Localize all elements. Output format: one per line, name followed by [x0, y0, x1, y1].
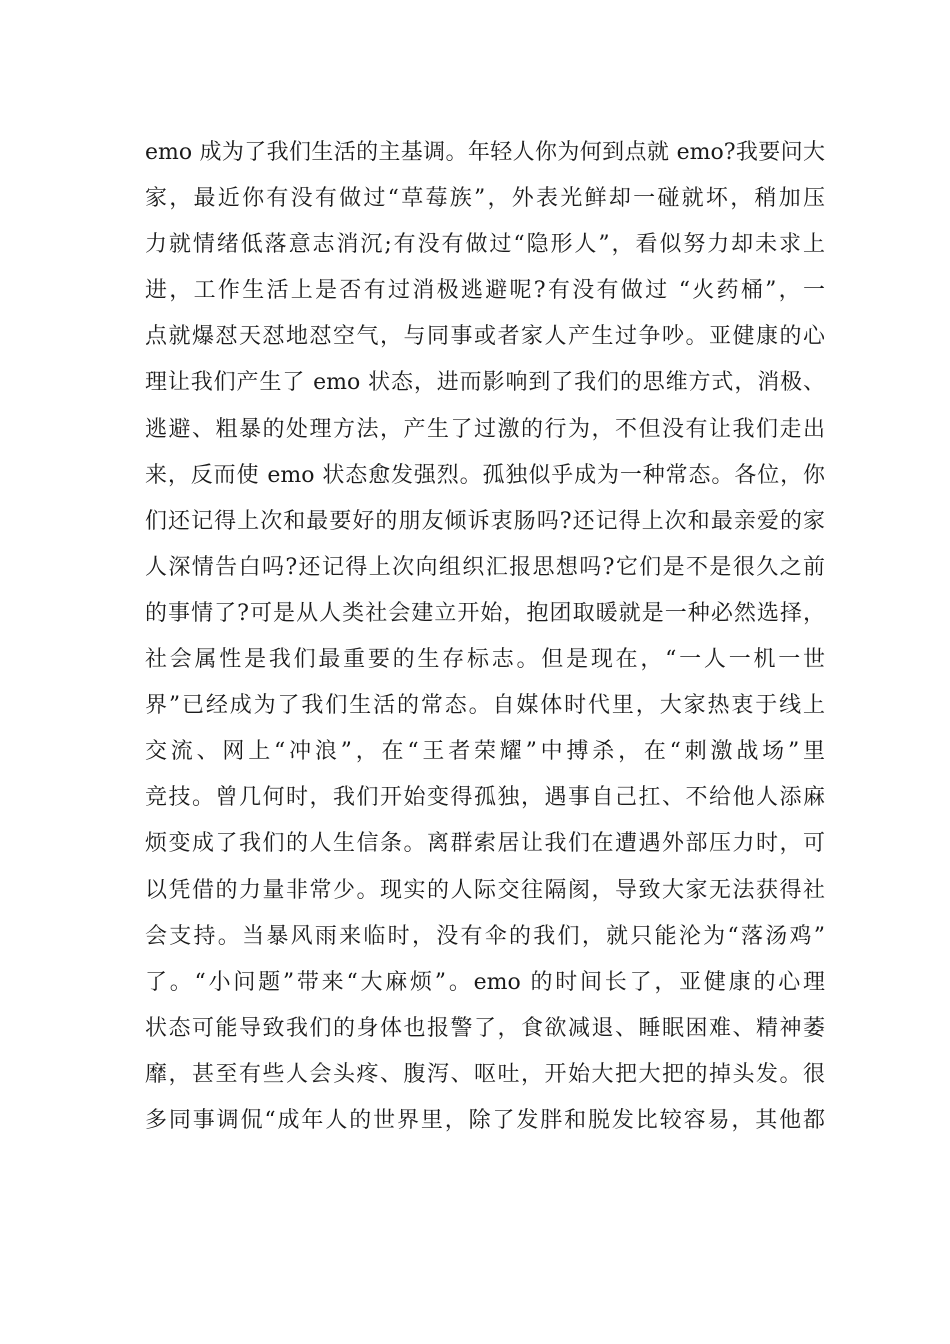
text-line: 点就爆怼天怼地怼空气，与同事或者家人产生过争吵。亚健康的心	[145, 324, 825, 350]
text-line: 多同事调侃“成年人的世界里，除了发胖和脱发比较容易，其他都	[145, 1107, 825, 1133]
text-line: 烦变成了我们的人生信条。离群索居让我们在遭遇外部压力时，可	[145, 831, 825, 857]
text-line: 理让我们产生了 emo 状态，进而影响到了我们的思维方式，消极、	[145, 370, 825, 396]
text-line: 家，最近你有没有做过“草莓族”，外表光鲜却一碰就坏，稍加压	[145, 186, 825, 212]
text-line: 逃避、粗暴的处理方法，产生了过激的行为，不但没有让我们走出	[145, 416, 825, 442]
text-line: 界”已经成为了我们生活的常态。自媒体时代里，大家热衷于线上	[145, 693, 825, 719]
text-line: 了。“小问题”带来“大麻烦”。emo 的时间长了，亚健康的心理	[145, 969, 825, 995]
text-line: 来，反而使 emo 状态愈发强烈。孤独似乎成为一种常态。各位，你	[145, 462, 825, 488]
text-line: 社会属性是我们最重要的生存标志。但是现在，“一人一机一世	[145, 647, 825, 673]
text-line: 人深情告白吗?还记得上次向组织汇报思想吗?它们是不是很久之前	[145, 554, 825, 580]
text-line: 力就情绪低落意志消沉;有没有做过“隐形人”，看似努力却未求上	[145, 232, 825, 258]
text-line: 状态可能导致我们的身体也报警了，食欲减退、睡眠困难、精神萎	[145, 1015, 825, 1041]
text-line: 以凭借的力量非常少。现实的人际交往隔阂，导致大家无法获得社	[145, 877, 825, 903]
text-line: 们还记得上次和最要好的朋友倾诉衷肠吗?还记得上次和最亲爱的家	[145, 508, 825, 534]
text-line: 进，工作生活上是否有过消极逃避呢?有没有做过 “火药桶”，一	[145, 278, 825, 304]
body-text	[145, 130, 825, 1144]
text-line: 靡，甚至有些人会头疼、腹泻、呕吐，开始大把大把的掉头发。很	[145, 1061, 825, 1087]
text-line: 的事情了?可是从人类社会建立开始，抱团取暖就是一种必然选择，	[145, 600, 825, 626]
text-line: emo 成为了我们生活的主基调。年轻人你为何到点就 emo?我要问大	[145, 140, 825, 165]
text-line: 竞技。曾几何时，我们开始变得孤独，遇事自己扛、不给他人添麻	[145, 785, 825, 811]
text-line: 交流、网上“冲浪”，在“王者荣耀”中搏杀，在“刺激战场”里	[145, 739, 825, 765]
text-line: 会支持。当暴风雨来临时，没有伞的我们，就只能沦为“落汤鸡”	[145, 923, 825, 949]
